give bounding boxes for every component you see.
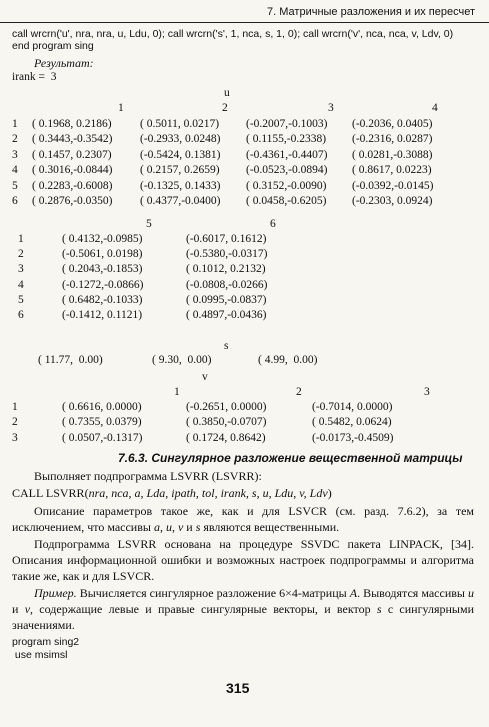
para3-var-u: u (468, 586, 475, 600)
paragraph-1 (12, 503, 474, 535)
v-col-label: 1 (174, 386, 180, 398)
v-cell: (-0.7014, 0.0000) (312, 401, 393, 413)
u-matrix-title: u (224, 87, 230, 99)
v-cell: (-0.2651, 0.0000) (186, 401, 267, 413)
u-row-index: 4 (18, 278, 24, 291)
para1-var-u: u (165, 520, 172, 534)
call-suffix: ) (327, 486, 332, 500)
v-matrix-title: v (202, 371, 208, 383)
u-cell: ( 0.8617, 0.0223) (352, 164, 432, 177)
u-cell: (-0.4361,-0.4407) (246, 148, 328, 161)
para1-text-2: и (183, 520, 196, 534)
para3-text-5: с сингулярными значениями. (12, 602, 474, 632)
para1-text-1: Описание параметров такое же, как и для LSVCR (см. разд. 7.6.2), за тем исключением, что массивы (12, 504, 474, 534)
u-cell: ( 0.4897,-0.0436) (186, 309, 267, 321)
v-row-index: 1 (12, 401, 18, 413)
u-cell: ( 0.0281,-0.3088) (352, 148, 433, 161)
para3-text-2: . Выводятся массивы (357, 586, 469, 600)
v-cell: ( 0.5482, 0.0624) (312, 416, 392, 429)
u-col-label: 3 (328, 102, 334, 114)
paragraph-2: Подпрограмма LSVRR основана на процедуре SSVDC пакета LINPACK, [34]. Описания информационной ошибки и возможных настроек подпрограммы и алгоритма такие же, как и для LSVCR. (12, 537, 474, 583)
s-vector-title: s (224, 340, 229, 352)
irank-line: irank = 3 (12, 71, 57, 83)
s-value: ( 11.77, 0.00) (38, 354, 103, 366)
u-cell: ( 0.2157, 0.2659) (140, 164, 220, 177)
u-cell: ( 0.1012, 0.2132) (186, 263, 266, 276)
u-cell: ( 0.1457, 0.2307) (32, 148, 112, 161)
u-cell: ( 0.2283,-0.6008) (32, 179, 113, 192)
u-cell: ( 0.5011, 0.0217) (140, 118, 220, 130)
u-cell: (-0.1325, 0.1433) (140, 179, 221, 192)
running-header (0, 0, 489, 23)
u-cell: (-0.2933, 0.0248) (140, 133, 221, 146)
code-line-program-sing2: program sing2 (12, 636, 80, 648)
u-col-label: 6 (270, 218, 276, 230)
u-cell: ( 0.4132,-0.0985) (62, 233, 143, 245)
para3-var-v: v (24, 602, 31, 616)
u-col-label: 1 (118, 102, 124, 114)
u-cell: (-0.1272,-0.0866) (62, 278, 144, 291)
u-cell: ( 0.1155,-0.2338) (246, 133, 327, 146)
v-col-label: 2 (296, 386, 302, 398)
para1-var-s: s (195, 520, 201, 534)
v-cell: ( 0.3850,-0.0707) (186, 416, 267, 429)
s-value: ( 9.30, 0.00) (152, 354, 212, 366)
v-row-index: 2 (12, 416, 18, 429)
u-row-index: 5 (18, 293, 24, 306)
para3-text-4: , содержащие левые и правые сингулярные векторы, и вектор (30, 602, 377, 616)
u-cell: ( 0.6482,-0.1033) (62, 293, 143, 306)
para3-lead: Пример. (34, 586, 77, 600)
u-cell: (-0.5380,-0.0317) (186, 248, 268, 261)
call-line (12, 486, 332, 501)
v-cell: ( 0.0507,-0.1317) (62, 431, 143, 444)
u-row-index: 1 (18, 233, 24, 245)
u-cell: (-0.2007,-0.1003) (246, 118, 328, 130)
u-row-index: 6 (18, 309, 24, 321)
u-row-index: 3 (12, 148, 18, 161)
u-cell: ( 0.3152,-0.0090) (246, 179, 327, 192)
para3-text-1: Вычисляется сингулярное разложение 6×4-матрицы (76, 586, 350, 600)
para3-var-A: A (349, 586, 358, 600)
para1-text-3: являются вещественными. (200, 520, 340, 534)
paragraph-3 (12, 585, 474, 633)
page-number: 315 (226, 680, 250, 696)
code-line-use-msimsl: use msimsl (12, 649, 68, 661)
v-cell: ( 0.1724, 0.8642) (186, 431, 266, 444)
u-cell: (-0.2316, 0.0287) (352, 133, 433, 146)
call-prefix: CALL LSVRR( (12, 486, 89, 500)
para3-var-s: s (376, 602, 382, 616)
running-title: 7. Матричные разложения и их пересчет (267, 6, 475, 18)
section-heading: 7.6.3. Сингулярное разложение вещественной матрицы (118, 451, 463, 465)
v-cell: ( 0.6616, 0.0000) (62, 401, 142, 413)
u-row-index: 3 (18, 263, 24, 276)
u-cell: (-0.0523,-0.0894) (246, 164, 328, 177)
result-label: Результат: (34, 56, 94, 70)
u-row-index: 2 (12, 133, 18, 146)
code-line-end-program: end program sing (12, 40, 94, 52)
u-col-label: 5 (146, 218, 152, 230)
u-cell: (-0.0392,-0.0145) (352, 179, 434, 192)
u-cell: (-0.2036, 0.0405) (352, 118, 433, 130)
para1-var-v: v (177, 520, 184, 534)
u-cell: ( 0.2043,-0.1853) (62, 263, 143, 276)
u-cell: ( 0.2876,-0.0350) (32, 195, 113, 207)
v-row-index: 3 (12, 431, 18, 444)
intro-line: Выполняет подпрограмма LSVRR (LSVRR): (34, 469, 262, 483)
para1-comma-1: , (159, 520, 166, 534)
u-cell: (-0.5061, 0.0198) (62, 248, 143, 261)
u-cell: ( 0.0995,-0.0837) (186, 293, 267, 306)
u-col-label: 2 (222, 102, 228, 114)
u-row-index: 1 (12, 118, 18, 130)
v-cell: ( 0.7355, 0.0379) (62, 416, 142, 429)
para1-comma-2: , (171, 520, 178, 534)
u-cell: (-0.2303, 0.0924) (352, 195, 433, 207)
s-value: ( 4.99, 0.00) (258, 354, 318, 366)
u-cell: ( 0.3443,-0.3542) (32, 133, 113, 146)
u-row-index: 5 (12, 179, 18, 192)
code-line-wrcrn: call wrcrn('u', nra, nra, u, Ldu, 0); call wrcrn('s', 1, nca, s, 1, 0); call wrcrn('v', nca, nca, v, Ldv, 0) (12, 28, 454, 40)
u-cell: (-0.0808,-0.0266) (186, 278, 268, 291)
u-cell: ( 0.1968, 0.2186) (32, 118, 112, 130)
u-cell: (-0.5424, 0.1381) (140, 148, 221, 161)
u-row-index: 4 (12, 164, 18, 177)
u-cell: (-0.1412, 0.1121) (62, 309, 143, 321)
u-row-index: 6 (12, 195, 18, 207)
u-cell: (-0.6017, 0.1612) (186, 233, 267, 245)
u-cell: ( 0.0458,-0.6205) (246, 195, 327, 207)
para3-text-3: и (12, 602, 25, 616)
u-cell: ( 0.3016,-0.0844) (32, 164, 113, 177)
u-cell: ( 0.4377,-0.0400) (140, 195, 221, 207)
v-col-label: 3 (424, 386, 430, 398)
v-cell: (-0.0173,-0.4509) (312, 431, 394, 444)
para1-var-a: a (153, 520, 160, 534)
call-args: nra, nca, a, Lda, ipath, tol, irank, s, u, Ldu, v, Ldv (88, 486, 328, 500)
u-row-index: 2 (18, 248, 24, 261)
u-col-label: 4 (432, 102, 438, 114)
